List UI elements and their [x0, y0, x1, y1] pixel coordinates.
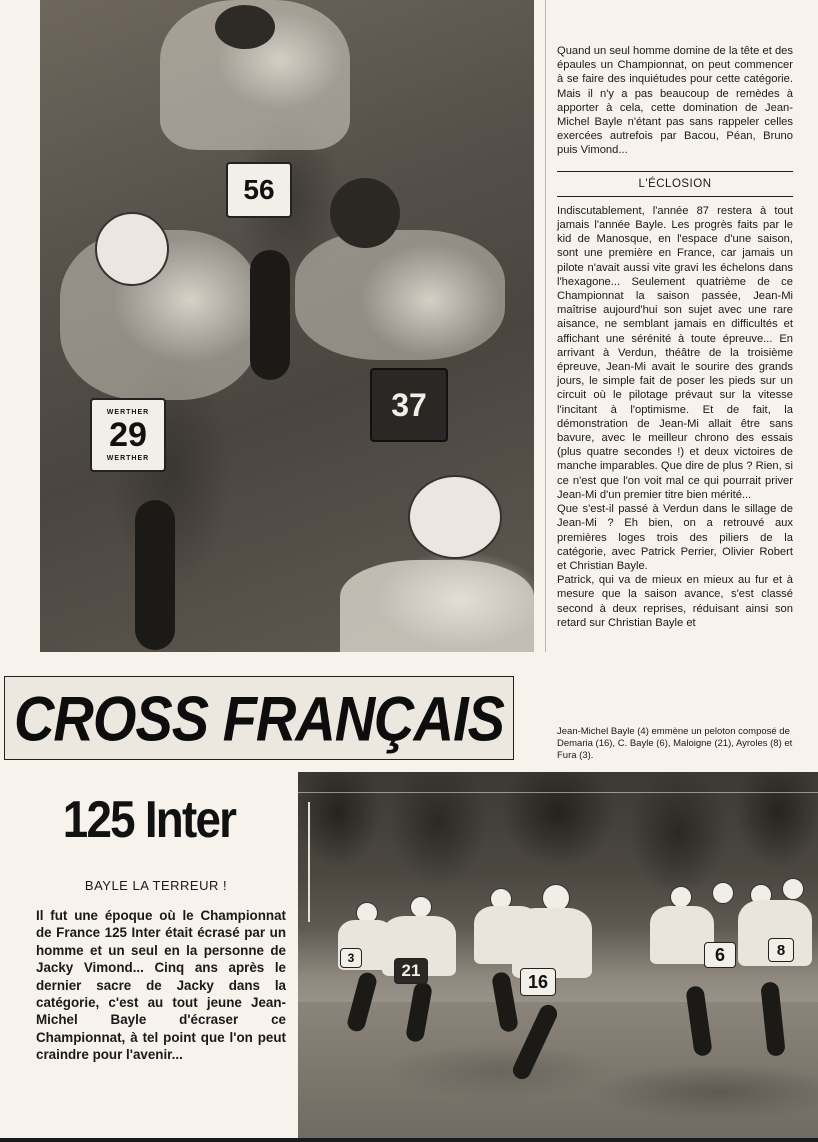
number-plate	[90, 398, 166, 472]
number-plate: 56	[226, 162, 292, 218]
sponsor-text: WERTHER	[106, 454, 150, 462]
plate-number: 29	[109, 415, 147, 454]
bottom-photo-race-pack	[298, 772, 818, 1142]
rubric-banner	[4, 676, 514, 760]
body-paragraph: Que s'est-il passé à Verdun dans le sillage de Jean-Mi ? Eh bien, on a retrouvé aux premières loges trois des piliers de la catégorie, avec Patrick Perrier, Olivier Robert et Christian Bayle.	[557, 503, 793, 572]
page-bottom-rule	[0, 1138, 818, 1142]
intro-text: Quand un seul homme domine de la tête et des épaules un Championnat, on peut commencer à se faire des inquiétudes pour cette catégorie. Mais il n'y a pas beaucoup de remèdes à apporter à cela, cette domination de Jean-Michel Bayle n'étant pas sans rappeler celles exercées autrefois par Bacou, Péan, Bruno puis Vimond...	[557, 45, 793, 157]
number-plate: 3	[340, 948, 362, 968]
number-plate: 37	[370, 368, 448, 442]
sponsor-text: WERTHER	[106, 408, 150, 416]
number-plate: 8	[768, 938, 794, 962]
dirt-track	[298, 1002, 818, 1142]
right-column	[557, 44, 793, 630]
top-photo-riders	[40, 0, 534, 652]
number-plate: 21	[394, 958, 428, 984]
number-plate: 16	[520, 968, 556, 996]
body-paragraph: Indiscutablement, l'année 87 restera à tout jamais l'année Bayle. Les progrès faits par le kid de Manosque, en l'espace d'une saison, sont une première en France, car jamais un pilote n'avait aussi vite gravi les échelons dans l'hexagone... Seulement quatrième de ce Championnat la saison passée, Jean-Mi maîtrise aujourd'hui son sujet avec une rare aisance, ne semblant jamais en difficultés et affichant une sérénité à toute épreuve... En arrivant à Verdun, théâtre de la troisième épreuve, Jean-Mi avait le sourire des grands jours, le simple fait de poser les pieds sur un circuit où le pilotage prévaut sur la vitesse l'incitant à l'optimisme. Et de fait, la démonstration de Jean-Mi allait être sans bavure, avec le meilleur chrono des essais (plus quatre secondes !) et deux victoires de manche imparables. Que dire de plus ? Rien, si ce n'est que l'on voit mal ce qui pourrait priver Jean-Mi d'un premier titre bien mérité...	[557, 204, 793, 501]
section-heading: L'ÉCLOSION	[638, 177, 712, 190]
article-body	[557, 204, 793, 630]
section-rule-bottom	[557, 196, 793, 197]
lead-paragraph	[36, 907, 286, 1064]
article-subhead: BAYLE LA TERREUR !	[84, 878, 228, 893]
lead-text: Il fut une époque où le Championnat de France 125 Inter était écrasé par un homme et un seul en la personne de Jacky Vimond... Cinq ans après le dernier sacre de Jacky dans la catégorie, c'est au tout jeune Jean-Michel Bayle d'écraser ce Championnat, à tel point que l'on peut craindre pour l'avenir...	[36, 908, 286, 1063]
column-divider	[545, 0, 546, 652]
category-title: 125 Inter	[62, 791, 236, 849]
number-plate: 6	[704, 942, 736, 968]
body-paragraph: Patrick, qui va de mieux en mieux au fur et à mesure que la saison avance, s'est classé second à deux reprises, réduisant ainsi son retard sur Christian Bayle et	[557, 574, 793, 629]
photo-caption: Jean-Michel Bayle (4) emmène un peloton composé de Demaria (16), C. Bayle (6), Maloigne (21), Ayroles (8) et Fura (3).	[557, 726, 793, 761]
intro-paragraph	[557, 44, 793, 158]
rubric-title: CROSS FRANÇAIS	[13, 682, 505, 754]
